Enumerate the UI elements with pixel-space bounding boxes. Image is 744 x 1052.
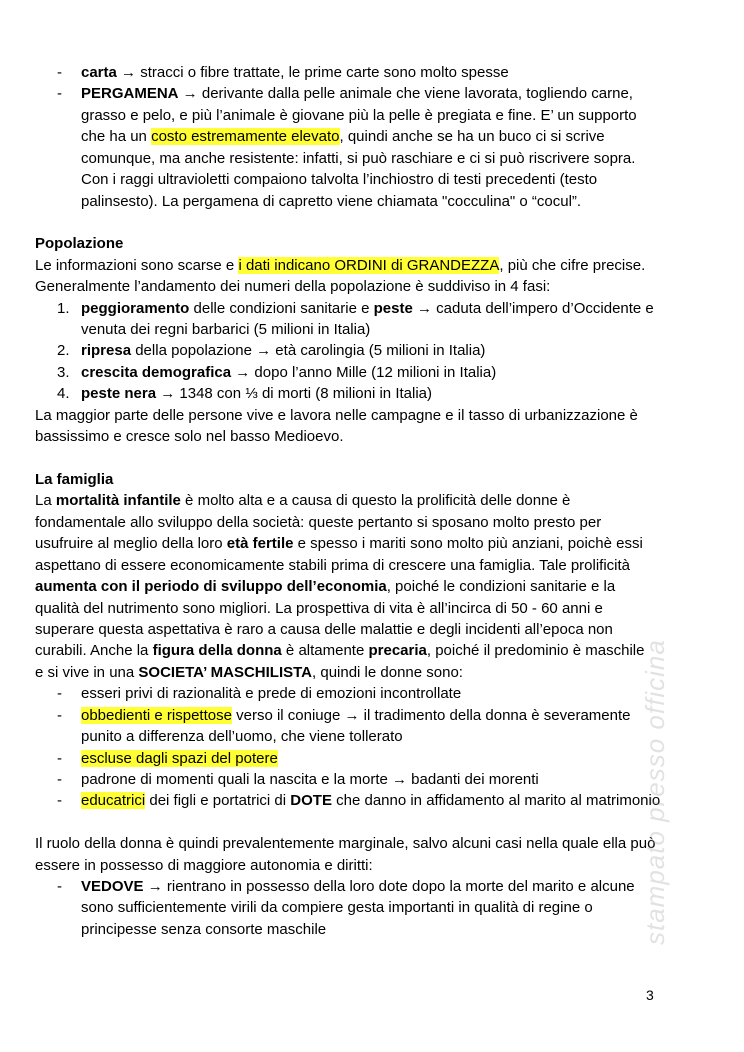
text-line [0,276,744,297]
bold-text: DOTE [290,792,332,810]
line-text [35,576,615,597]
highlighted-text: obbedienti e rispettose [81,706,232,724]
text-segment: superare questa aspettativa è raro a causa delle malattie e degli incidenti all’epoca non [35,620,613,638]
bold-text: Popolazione [35,235,124,253]
text-line [0,512,744,533]
text-segment: padrone di momenti quali la nascita e la morte → badanti dei morenti [81,770,539,788]
list-number: 3. [57,363,70,381]
line-text [35,833,655,854]
text-line [0,490,744,511]
line-text [35,662,463,683]
text-line [0,598,744,619]
text-segment: esseri privi di razionalità e prede di emozioni incontrollate [81,685,462,703]
text-segment: grasso e pelo, e più l’animale è giovane più la pelle è pregiata e fine. E’ un supporto [81,106,637,124]
text-line [0,576,744,597]
text-segment: , più che cifre precise. [499,256,646,274]
text-segment: → caduta dell’impero d’Occidente e [412,299,654,317]
text-segment: Le informazioni sono scarse e [35,256,239,274]
highlighted-text: costo estremamente elevato [151,128,340,146]
text-segment: fondamentale allo sviluppo della società: queste pertanto si sposano molto presto per [35,513,602,531]
text-segment: usufruire al meglio della loro [35,535,227,553]
text-segment: comunque, ma anche resistente: infatti, si può raschiare e ci si può riscrivere sopra. [81,149,636,167]
text-segment: delle condizioni sanitarie e [189,299,374,317]
text-segment: punito a differenza dell’uomo, che viene tollerato [81,728,403,746]
line-text [35,255,645,276]
text-segment: Generalmente l’andamento dei numeri della popolazione è suddiviso in 4 fasi: [35,278,551,296]
line-text [81,148,635,169]
text-line [0,126,744,147]
text-line [0,705,744,726]
bold-text: PERGAMENA [81,85,179,103]
bold-text: SOCIETA’ MASCHILISTA [138,663,313,681]
text-segment: che ha un [81,128,152,146]
text-segment: e si vive in una [35,663,139,681]
text-segment: della popolazione → età carolingia (5 milioni in Italia) [131,342,486,360]
text-line [0,169,744,190]
blank-line [0,812,744,833]
text-segment: dei figli e portatrici di [145,792,291,810]
line-text [81,191,581,212]
line-text [35,533,643,554]
line-text [81,340,485,361]
text-segment: curabili. Anche la [35,642,153,660]
text-line [0,640,744,661]
watermark: stampato presso officina [640,639,670,945]
bold-text: figura della donna [152,642,282,660]
line-text [81,319,370,340]
text-segment: La [35,492,56,510]
text-line [0,405,744,426]
bullet-marker: - [57,878,62,896]
line-text [81,726,403,747]
list-number: 1. [57,299,70,317]
text-line [0,855,744,876]
line-text [81,790,660,811]
bold-text: carta [81,64,117,81]
text-line [0,255,744,276]
line-text [35,555,630,576]
bullet-marker: - [57,770,62,788]
line-text [81,876,635,897]
text-line [0,555,744,576]
bold-text: peggioramento [81,299,190,317]
text-segment: Con i raggi ultravioletti compaiono talvolta l’inchiostro di testi precedenti (testo [81,171,598,189]
line-text [81,919,326,940]
blank-line [0,448,744,469]
highlighted-text: educatrici [81,792,146,810]
text-segment: bassissimo e cresce solo nel basso Medioevo. [35,428,344,446]
text-segment: , quindi anche se ha un buco ci si scrive [339,128,605,146]
line-text [81,769,539,790]
bold-text: crescita demografica [81,363,232,381]
line-text [81,83,633,104]
text-segment: è molto alta e a causa di questo la prolificità delle donne è [180,492,571,510]
text-segment: aspettano di essere economicamente stabili prima di crescere una famiglia. Tale prolificità [35,556,631,574]
list-number: 2. [57,342,70,360]
line-text [81,126,605,147]
text-line [0,148,744,169]
line-text [81,897,593,918]
page-number: 3 [646,987,654,1003]
text-line [0,769,744,790]
line-text [81,298,654,319]
line-text [35,855,373,876]
bullet-marker: - [57,792,62,810]
line-text [35,619,613,640]
bold-text: La famiglia [35,471,114,489]
line-text [35,640,644,661]
line-text [35,490,570,511]
text-segment: che danno in affidamento al marito al matrimonio [331,792,661,810]
bullet-marker: - [57,64,62,81]
line-text [81,748,278,769]
list-number: 4. [57,385,70,403]
bold-text: aumenta con il periodo di sviluppo dell’economia [35,578,387,596]
line-text [81,362,496,383]
text-line [0,191,744,212]
text-segment: venuta dei regni barbarici (5 milioni in Italia) [81,321,371,339]
line-text [35,512,601,533]
text-segment: e spesso i mariti sono molto più anziani, poichè essi [293,535,643,553]
bullet-marker: - [57,706,62,724]
line-text [35,598,603,619]
text-segment: → stracci o fibre trattate, le prime carte sono molto spesse [116,64,509,81]
line-text [35,233,123,254]
line-text [81,705,631,726]
text-line [0,233,744,254]
bold-text: VEDOVE [81,878,144,896]
text-line [0,105,744,126]
bold-text: peste [373,299,413,317]
text-line [0,533,744,554]
text-segment: sono sufficientemente virili da compiere gesta importanti in qualità di regine o [81,899,593,917]
bold-text: mortalità infantile [55,492,181,510]
bullet-marker: - [57,85,62,103]
text-segment: , quindi le donne sono: [312,663,463,681]
document-body [0,62,744,940]
text-line [0,748,744,769]
line-text [35,469,113,490]
text-segment: è altamente [281,642,369,660]
text-line [0,83,744,104]
text-line [0,897,744,918]
bullet-marker: - [57,685,62,703]
bold-text: peste nera [81,385,157,403]
text-segment: qualità del nutrimento sono migliori. La prospettiva di vita è all’incirca di 50 - 60 anni e [35,599,603,617]
text-segment: → 1348 con ⅓ di morti (8 milioni in Italia) [156,385,432,403]
text-line [0,683,744,704]
bullet-marker: - [57,749,62,767]
line-text [35,426,343,447]
text-line [0,619,744,640]
text-line [0,469,744,490]
text-line [0,662,744,683]
text-line [0,726,744,747]
highlighted-text: escluse dagli spazi del potere [81,749,278,767]
text-line [0,319,744,340]
blank-line [0,212,744,233]
text-segment: → dopo l’anno Mille (12 milioni in Italia) [231,363,497,381]
text-segment: essere in possesso di maggiore autonomia e diritti: [35,856,373,874]
text-segment: La maggior parte delle persone vive e lavora nelle campagne e il tasso di urbanizzazione è [35,406,638,424]
bold-text: precaria [368,642,427,660]
text-segment: → derivante dalla pelle animale che viene lavorata, togliendo carne, [178,85,633,103]
text-segment: palinsesto). La pergamena di capretto viene chiamata "cocculina" o “cocul”. [81,192,582,210]
text-line [0,298,744,319]
bold-text: età fertile [226,535,294,553]
text-line [0,426,744,447]
text-line [0,383,744,404]
text-line [0,919,744,940]
text-line [0,790,744,811]
line-text [81,169,597,190]
line-text [81,383,432,404]
text-segment: verso il coniuge → il tradimento della donna è severamente [231,706,631,724]
line-text [81,62,509,83]
text-segment: principesse senza consorte maschile [81,920,327,938]
highlighted-text: i dati indicano ORDINI di GRANDEZZA [238,256,500,274]
bold-text: ripresa [81,342,132,360]
text-segment: , poiché il predominio è maschile [426,642,645,660]
text-line [0,62,744,83]
text-line [0,362,744,383]
text-line [0,340,744,361]
text-line [0,833,744,854]
line-text [81,683,461,704]
line-text [35,276,550,297]
line-text [35,405,638,426]
line-text [81,105,637,126]
text-line [0,876,744,897]
text-segment: , poiché le condizioni sanitarie e la [386,578,616,596]
text-segment: Il ruolo della donna è quindi prevalentemente marginale, salvo alcuni casi nella quale ella può [35,835,656,853]
text-segment: → rientrano in possesso della loro dote dopo la morte del marito e alcune [143,878,635,896]
